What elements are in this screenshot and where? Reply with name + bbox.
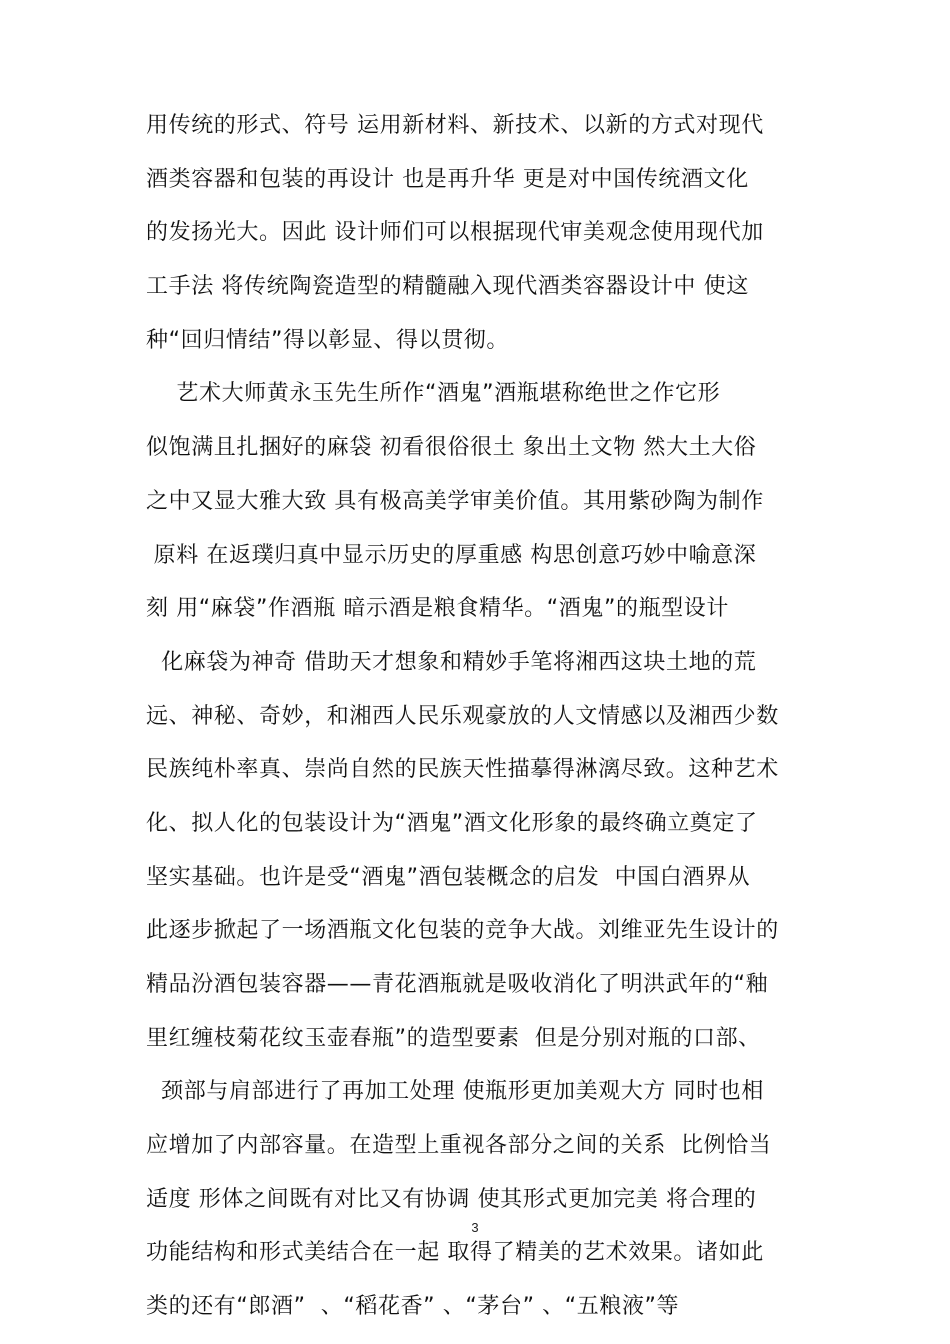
text-line: 此逐步掀起了一场酒瓶文化包装的竞争大战。刘维亚先生设计的: [146, 918, 779, 944]
text-line: 刻 用“麻袋”作酒瓶 暗示酒是粮食精华。“酒鬼”的瓶型设计: [146, 596, 729, 622]
text-line: 的发扬光大。因此 设计师们可以根据现代审美观念使用现代加: [146, 220, 764, 246]
text-line: 用传统的形式、符号 运用新材料、新技术、以新的方式对现代: [146, 113, 764, 138]
text-line: 工手法 将传统陶瓷造型的精髓融入现代酒类容器设计中 使这: [146, 274, 749, 300]
text-line: 远、神秘、奇妙，和湘西人民乐观豪放的人文情感以及湘西少数: [146, 703, 779, 729]
text-line: 里红缠枝菊花纹玉壶春瓶”的造型要素 但是分别对瓶的口部、: [146, 1025, 761, 1051]
text-line: 原料 在返璞归真中显示历史的厚重感 构思创意巧妙中喻意深: [146, 542, 757, 568]
text-line: 精品汾酒包装容器——青花酒瓶就是吸收消化了明洪武年的“釉: [146, 972, 769, 997]
text-line: 似饱满且扎捆好的麻袋 初看很俗很土 象出土文物 然大土大俗: [146, 435, 757, 461]
text-line: 坚实基础。也许是受“酒鬼”酒包装概念的启发 中国白酒界从: [146, 864, 751, 890]
text-line: 适度 形体之间既有对比又有协调 使其形式更加完美 将合理的: [146, 1186, 757, 1212]
text-line: 化、拟人化的包装设计为“酒鬼”酒文化形象的最终确立奠定了: [146, 810, 758, 836]
text-line: 应增加了内部容量。在造型上重视各部分之间的关系 比例恰当: [146, 1133, 772, 1159]
text-line: 之中又显大雅大致 具有极高美学审美价值。其用紫砂陶为制作: [146, 488, 764, 514]
text-line: 艺术大师黄永玉先生所作“酒鬼”酒瓶堪称绝世之作它形: [146, 381, 721, 407]
text-line: 颈部与肩部进行了再加工处理 使瓶形更加美观大方 同时也相: [146, 1079, 764, 1105]
text-line: 化麻袋为神奇 借助天才想象和精妙手笔将湘西这块土地的荒: [146, 649, 757, 675]
text-line: 类的还有“郎酒” 、“稻花香” 、“茅台” 、“五粮液”等: [146, 1294, 680, 1320]
text-line: 民族纯朴率真、崇尚自然的民族天性描摹得淋漓尽致。这种艺术: [146, 757, 779, 783]
text-line: 种“回归情结”得以彰显、得以贯彻。: [146, 327, 509, 353]
text-line: 酒类容器和包装的再设计 也是再升华 更是对中国传统酒文化: [146, 166, 749, 192]
text-line: 功能结构和形式美结合在一起 取得了精美的艺术效果。诸如此: [146, 1240, 764, 1266]
page-number: 3: [471, 1220, 479, 1235]
body-text: [146, 99, 826, 1334]
